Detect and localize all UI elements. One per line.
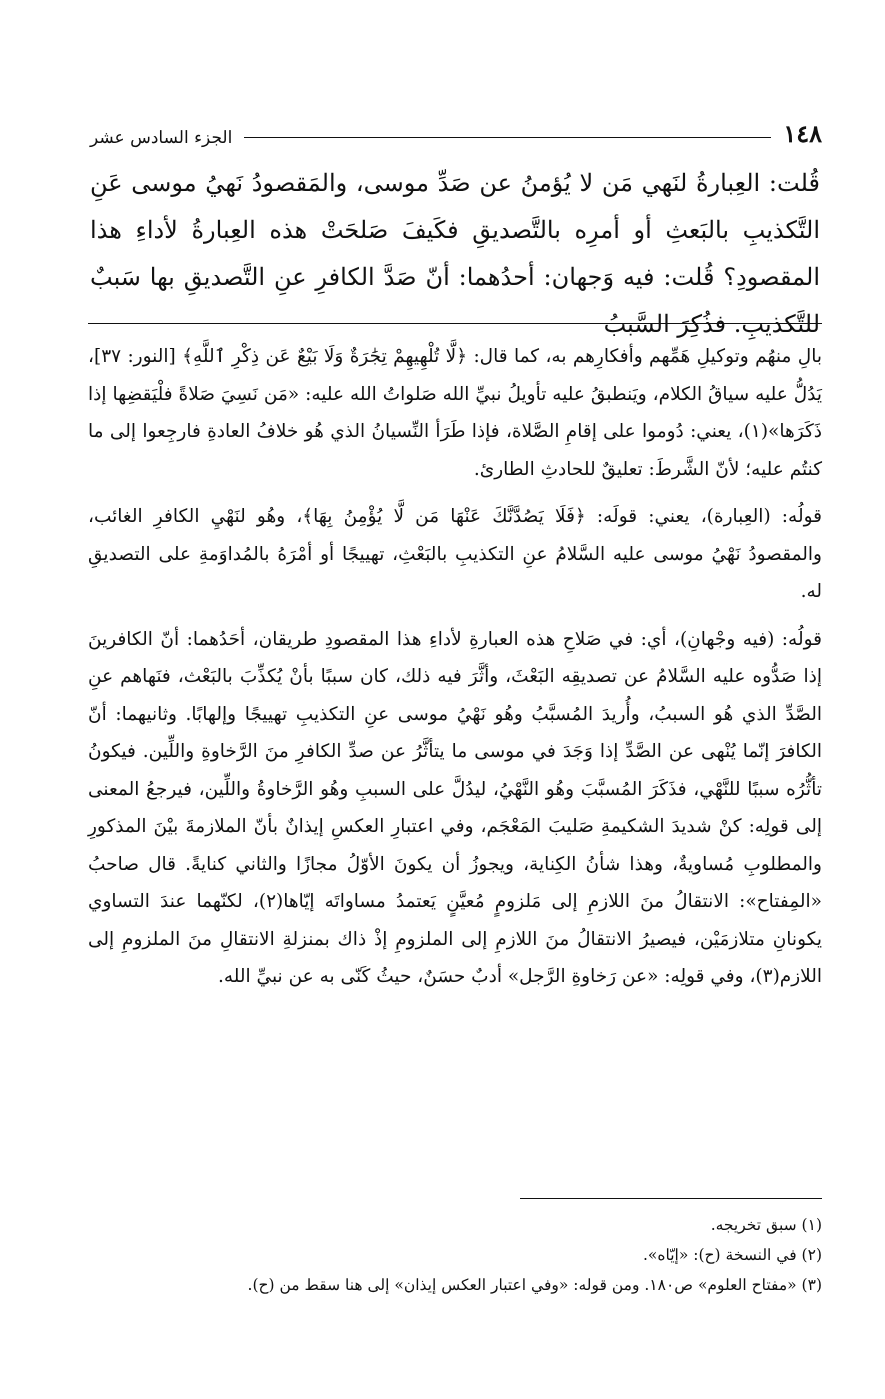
- footnotes: [88, 1210, 822, 1300]
- main-body: العِبارةُ لنَهي مَن لا يُؤمنُ عن صَدِّ موسى، والمَقصودُ نَهيُ موسى عَنِ التَّكذيبِ بالبَعثِ أو أمرِه بالتَّصديقِ فكَيفَ صَلحَتْ هذه العِبارةُ لأداءِ هذا المقصودِ؟ قُلت: فيه وَجهان: أحدُهما: أنّ صَدَّ الكافرِ عنِ التَّصديقِ بها سَببٌ للتَّكذيبِ. فذُكِرَ السَّببُ: [90, 169, 820, 338]
- main-text: [90, 160, 820, 348]
- footnote-separator: [520, 1198, 822, 1199]
- part-title: الجزء السادس عشر: [90, 128, 233, 148]
- main-separator: [88, 323, 822, 324]
- commentary: [88, 338, 822, 1006]
- main-paragraph: [90, 160, 820, 348]
- main-label: قُلت:: [768, 169, 820, 197]
- commentary-paragraph-2: قولُه: (العِبارة)، يعني: قولَه: ﴿فَلَا يَصُدَّنَّكَ عَنْهَا مَن لَّا يُؤْمِنُ بِهَا﴾، وهُو لنَهْيِ الكافرِ الغائب، والمقصودُ نَهْيُ موسى عليه السَّلامُ عنِ التكذيبِ بالبَعْثِ، تهييجًا أو أمْرَهُ بالمُداوَمةِ على التصديقِ له.: [88, 506, 822, 602]
- commentary-paragraph-3: قولُه: (فيه وجْهانِ)، أي: في صَلاحِ هذه العبارةِ لأداءِ هذا المقصودِ طريقان، أحَدُهما: أنّ الكافرينَ إذا صَدُّوه عليه السَّلامُ عن تصديقِه البَعْثَ، وأثَّرَ فيه ذلك، كان سببًا بأنْ يُكذِّبَ بالبَعْث، فنَهاهم عنِ الصَّدِّ الذي هُو السببُ، وأُريدَ المُسبَّبُ وهُو نَهْيُ موسى عنِ التكذيبِ تهييجًا وإلهابًا. وثانيهما: أنّ الكافرَ إنّما يُنْهى عن الصَّدِّ إذا وَجَدَ في موسى ما يتأثَّرُ عن صدِّ الكافرِ منَ الرَّخاوةِ واللِّين. فيكونُ تأثُّرُه سببًا للنَّهْي، فذَكَرَ المُسبَّبَ وهُو النَّهْيُ، ليدُلَّ على السببِ وهُو الرَّخاوةُ واللِّين، فيرجعُ المعنى إلى قولِه: كنْ شديدَ الشكيمةِ صَليبَ المَعْجَم، وفي اعتبارِ العكسِ إيذانٌ بأنّ الملازمةَ بيْنَ المذكورِ والمطلوبِ مُساويةٌ، وهذا شأنُ الكِناية، ويجوزُ أن يكونَ الأوّلُ مجازًا والثاني كنايةً. قال صاحبُ «المِفتاح»: الانتقالُ منَ اللازمِ إلى مَلزومٍ مُعيَّنٍ يَعتمدُ مساواتَه إيّاها(٢)، لكنّهما عندَ التساوي يكونانِ متلازمَيْن، فيصيرُ الانتقالُ منَ اللازمِ إلى الملزومِ إذْ ذاك بمنزلةِ الانتقالِ منَ الملزومِ إلى اللازم(٣)، وفي قولِه: «عن رَخاوةِ الرَّجل» أدبٌ حسَنٌ، حيثُ كَنّى به عن نبيِّ الله.: [88, 628, 822, 987]
- page-header: [90, 112, 822, 148]
- footnote-1: (١) سبق تخريجه.: [710, 1216, 822, 1234]
- page-number: ١٤٨: [783, 119, 822, 148]
- commentary-paragraph-1: بالِ منهُم وتوكيلِ هَمِّهم وأفكارِهم به، كما قال: ﴿لَّا تُلْهِيهِمْ تِجَٰرَةٌ وَلَا بَيْعٌ عَن ذِكْرِ ٱللَّهِ﴾ [النور: ٣٧]، يَدُلُّ عليه سياقُ الكلام، ويَنطبقُ عليه تأويلُ نبيِّ الله صَلواتُ الله عليه: «مَن نَسِيَ صَلاةً فلْيَقضِها إذا ذَكَرَها»(١)، يعني: دُوموا على إقامِ الصَّلاة، فإذا طَرَأ النِّسيانُ الذي هُو خلافُ العادةِ فارجِعوا إلى ما كنتُم عليه؛ لأنّ الشَّرطَ: تعليقٌ للحادثِ الطارئ.: [88, 346, 822, 480]
- footnote-3: (٣) «مفتاح العلوم» ص١٨٠. ومن قوله: «وفي اعتبار العكس إيذان» إلى هنا سقط من (ح).: [247, 1276, 822, 1294]
- footnote-2: (٢) في النسخة (ح): «إيّاه».: [642, 1246, 822, 1264]
- header-rule: [244, 137, 771, 138]
